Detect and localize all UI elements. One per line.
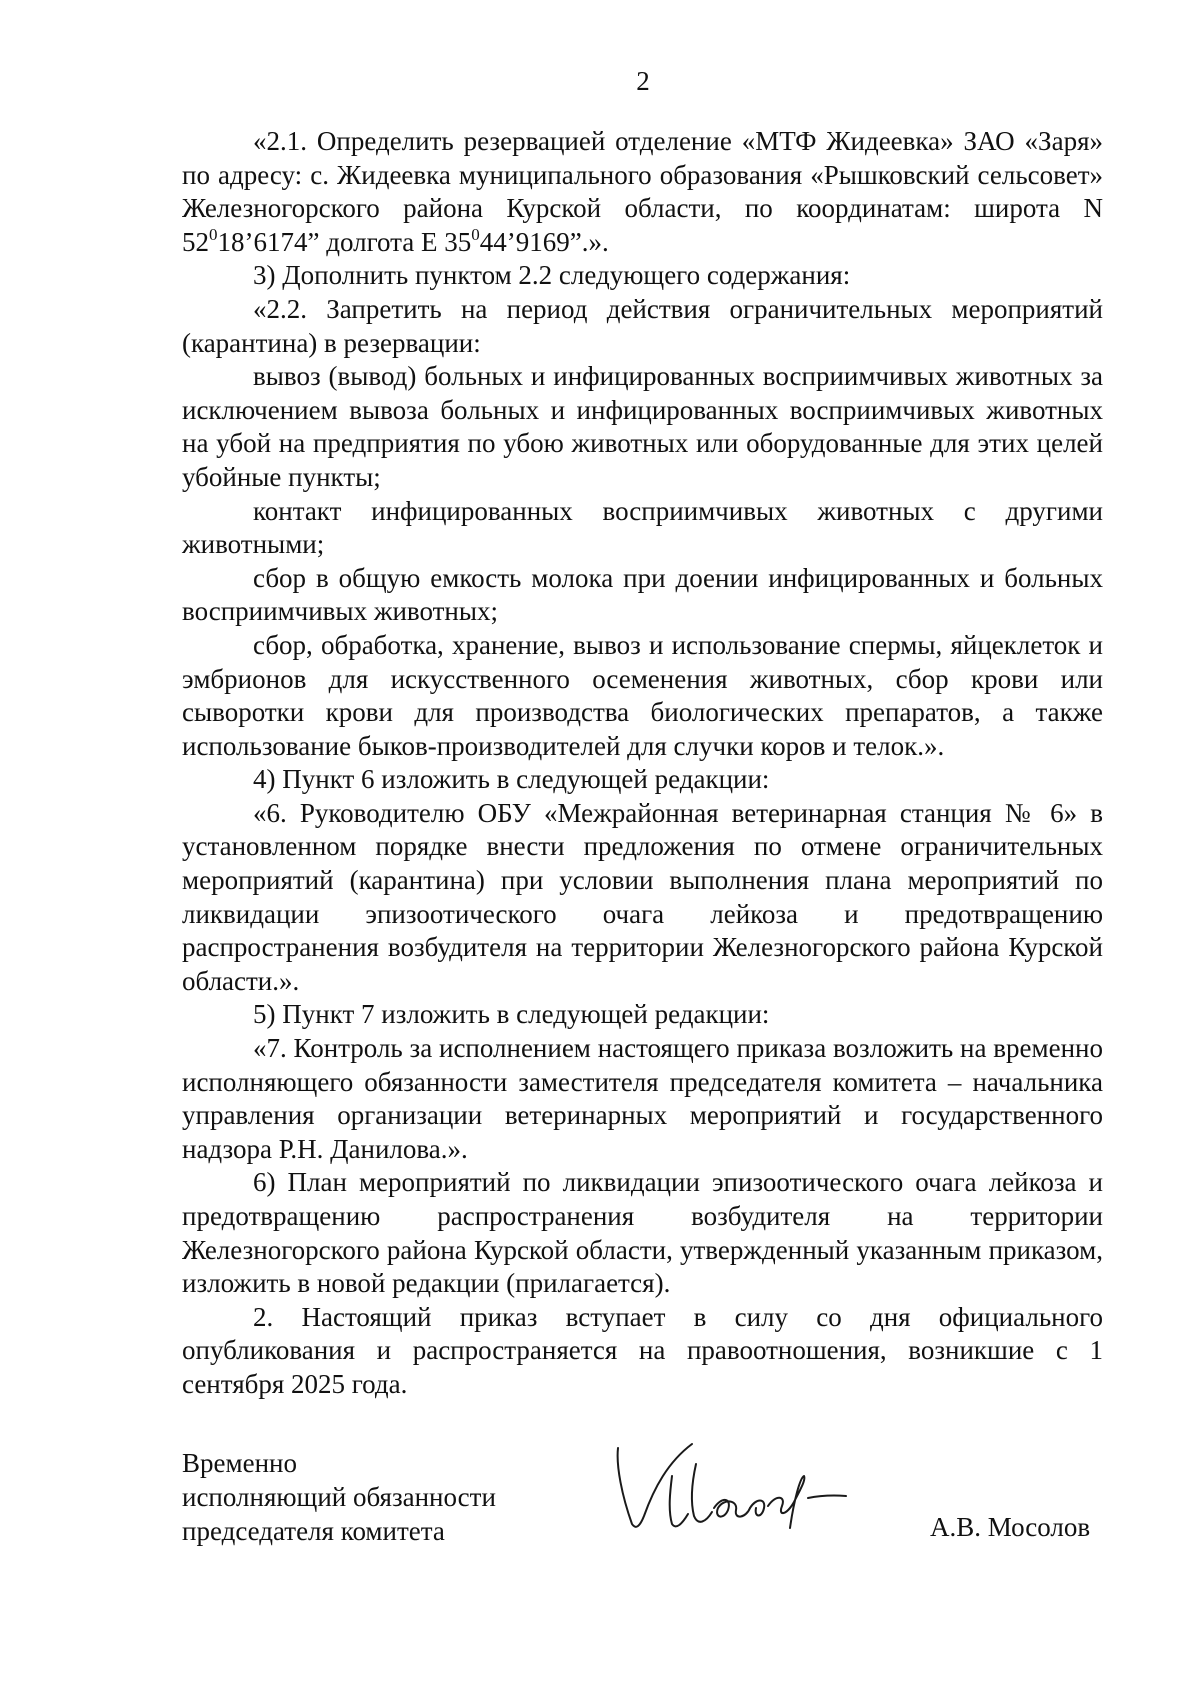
document-body — [182, 125, 1103, 1402]
page-number: 2 — [636, 66, 650, 96]
position-line: исполняющий обязанности — [182, 1482, 496, 1512]
paragraph-item-6: 6) План мероприятий по ликвидации эпизоотического очага лейкоза и предотвращению распространения возбудителя на территории Железногорского района Курской области, утвержденный указанным приказом, изложить в новой редакции (прилагается). — [182, 1167, 1103, 1299]
position-line: председателя комитета — [182, 1516, 445, 1546]
paragraph-2-2: «2.2. Запретить на период действия ограничительных мероприятий (карантина) в резервации: — [182, 293, 1103, 358]
paragraph-item-5: 5) Пункт 7 изложить в следующей редакции: — [253, 999, 770, 1030]
paragraph-ban-milk: сбор в общую емкость молока при доении инфицированных и больных восприимчивых животных; — [182, 562, 1103, 627]
paragraph-ban-semen: сбор, обработка, хранение, вывоз и использование спермы, яйцеклеток и эмбрионов для искусственного осеменения животных, сбор крови или сыворотки крови для производства биологических препаратов, а также использование быков-производителей для случки коров и телок.». — [182, 629, 1103, 761]
paragraph-ban-contact: контакт инфицированных восприимчивых животных с другими животными; — [182, 495, 1103, 560]
paragraph-2-1: «2.1. Определить резервацией отделение «МТФ Жидеевка» ЗАО «Заря» по адресу: с. Жидеевка муниципального образования «Рышковский сельсовет» Железногорского района Курской области, по координатам: широта N $52^018’6174$” долгота E $35^044’9169$”.». — [182, 126, 1103, 257]
signer-name: А.В. Мосолов — [930, 1512, 1091, 1542]
paragraph-7: «7. Контроль за исполнением настоящего приказа возложить на временно исполняющего обязанности заместителя председателя комитета – начальника управления организации ветеринарных мероприятий и государственного надзора Р.Н. Данилова.». — [182, 1033, 1103, 1164]
position-line: Временно — [182, 1448, 297, 1478]
paragraph-6: «6. Руководителю ОБУ «Межрайонная ветеринарная станция № 6» в установленном порядке внести предложения по отмене ограничительных мероприятий (карантина) при условии выполнения плана мероприятий по ликвидации эпизоотического очага лейкоза и предотвращению распространения возбудителя на территории Железногорского района Курской области.». — [182, 797, 1103, 996]
paragraph-ban-removal: вывоз (вывод) больных и инфицированных восприимчивых животных за исключением вывоза больных и инфицированных восприимчивых животных на убой на предприятия по убою животных или оборудованные для этих целей убойные пункты; — [182, 361, 1103, 492]
paragraph-item-3: 3) Дополнить пунктом 2.2 следующего содержания: — [253, 260, 851, 291]
handwritten-signature — [610, 1436, 875, 1536]
paragraph-effective-date: 2. Настоящий приказ вступает в силу со дня официального опубликования и распространяется на правоотношения, возникшие с 1 сентября 2025 года. — [182, 1301, 1103, 1399]
signer-position — [182, 1446, 496, 1548]
paragraph-item-4: 4) Пункт 6 изложить в следующей редакции: — [253, 764, 770, 795]
